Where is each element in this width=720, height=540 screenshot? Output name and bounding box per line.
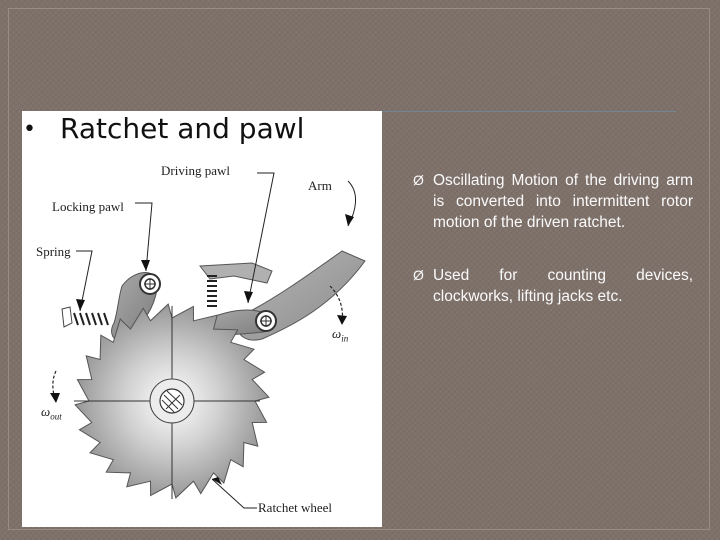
bullet-item-uses [413,265,693,309]
bullet-arrow-icon: Ø [413,172,424,188]
bullet-item-oscillating [413,170,693,236]
ratchet-wheel-label: Ratchet wheel [258,500,332,515]
omega-out-label: $\omega_{out}$ [41,404,62,422]
omega-in-label: $\omega_{in}$ [332,326,349,344]
locking-pawl-pivot [140,274,160,294]
ratchet-figure [22,111,382,527]
locking-pawl-label: Locking pawl [52,199,124,214]
slide-title: Ratchet and pawl [60,112,305,145]
driving-pawl-label: Driving pawl [161,163,230,178]
title-bullet: • [23,117,36,142]
driving-pawl-pivot [256,311,276,331]
arm-label: Arm [308,178,332,193]
bullet-text: Used for counting devices, clockworks, lifting jacks etc. [433,267,693,305]
bullet-arrow-icon: Ø [413,267,424,283]
title-underline [382,111,676,112]
bullet-text: Oscillating Motion of the driving arm is converted into intermittent rotor motion of the driven ratchet. [433,172,693,231]
spring-mount [62,307,72,327]
spring-label: Spring [36,244,71,259]
